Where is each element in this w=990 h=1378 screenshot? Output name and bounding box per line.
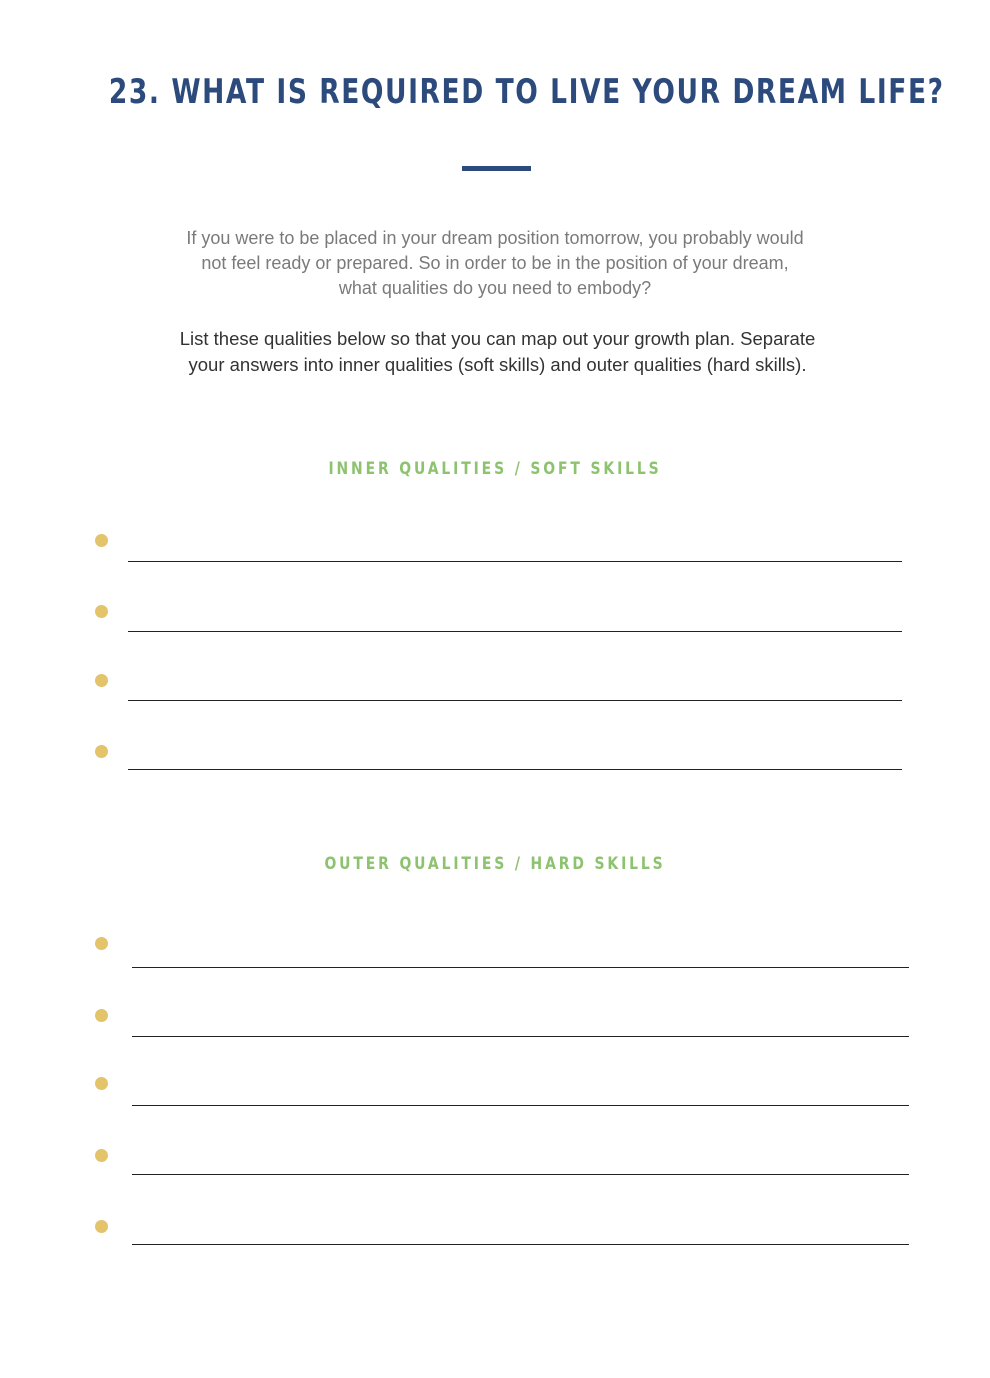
outer-answer-line-1[interactable]	[132, 967, 909, 968]
bullet-dot-icon	[95, 1077, 108, 1090]
inner-qualities-heading: INNER QUALITIES / SOFT SKILLS	[328, 459, 662, 479]
inner-answer-line-3[interactable]	[128, 700, 902, 701]
inner-answer-line-1[interactable]	[128, 561, 902, 562]
bullet-dot-icon	[95, 1149, 108, 1162]
inner-answer-line-2[interactable]	[128, 631, 902, 632]
bullet-dot-icon	[95, 674, 108, 687]
outer-answer-line-5[interactable]	[132, 1244, 909, 1245]
inner-answer-line-4[interactable]	[128, 769, 902, 770]
intro-line: If you were to be placed in your dream position tomorrow, you probably would	[186, 228, 804, 248]
bullet-dot-icon	[95, 937, 108, 950]
outer-answer-line-2[interactable]	[132, 1036, 909, 1037]
instruction-paragraph	[125, 326, 870, 378]
bullet-dot-icon	[95, 534, 108, 547]
instruction-line: your answers into inner qualities (soft skills) and outer qualities (hard skills).	[188, 354, 807, 375]
outer-qualities-heading: OUTER QUALITIES / HARD SKILLS	[324, 854, 666, 874]
outer-answer-line-3[interactable]	[132, 1105, 909, 1106]
intro-paragraph	[125, 226, 865, 301]
bullet-dot-icon	[95, 1220, 108, 1233]
outer-answer-line-4[interactable]	[132, 1174, 909, 1175]
instruction-line: List these qualities below so that you can map out your growth plan. Separate	[179, 328, 816, 349]
title-divider	[462, 166, 531, 171]
intro-line: not feel ready or prepared. So in order to be in the position of your dream,	[201, 253, 789, 273]
bullet-dot-icon	[95, 1009, 108, 1022]
page-title: 23. WHAT IS REQUIRED TO LIVE YOUR DREAM LIFE?	[108, 72, 945, 112]
intro-line: what qualities do you need to embody?	[338, 278, 652, 298]
bullet-dot-icon	[95, 745, 108, 758]
bullet-dot-icon	[95, 605, 108, 618]
